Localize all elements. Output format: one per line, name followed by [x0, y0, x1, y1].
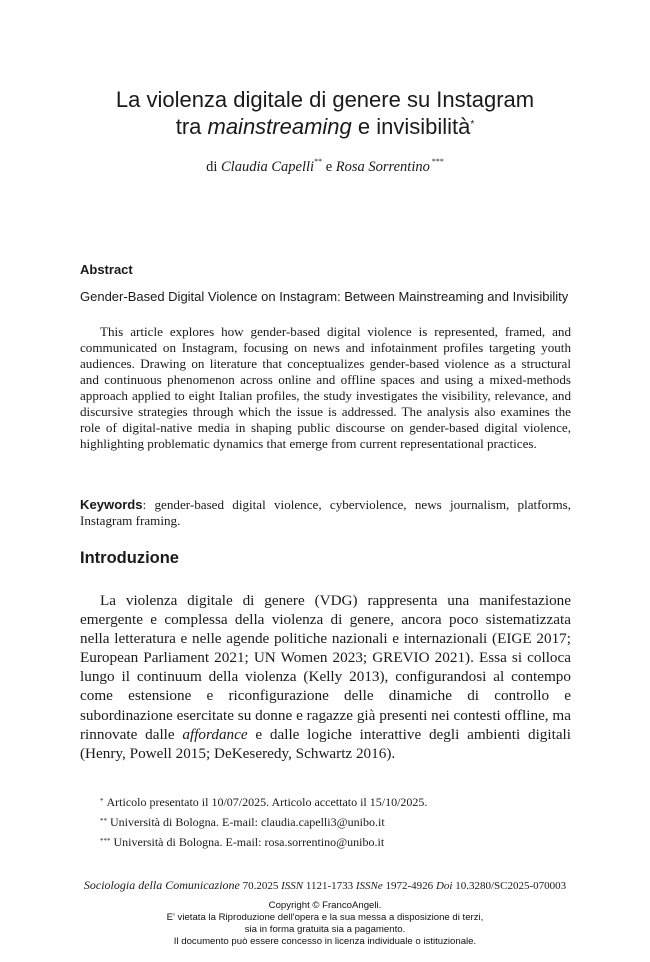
introduction-heading: Introduzione	[80, 549, 179, 567]
footnote-3-text: Università di Bologna. E-mail: rosa.sorrentino@unibo.it	[113, 835, 385, 849]
keywords-separator: :	[142, 497, 155, 512]
footnote-3-mark: ***	[100, 837, 111, 845]
article-title	[0, 86, 650, 140]
copyright-line-3: sia in forma gratuita sia a pagamento.	[244, 924, 406, 935]
authors-line	[0, 159, 650, 176]
keywords-label: Keywords	[80, 497, 143, 512]
footnote-1-mark: *	[100, 797, 104, 805]
issn-label: ISSN	[281, 880, 304, 892]
copyright-line-1: Copyright © FrancoAngeli.	[268, 900, 382, 911]
title-footnote-mark: *	[470, 119, 475, 130]
title-line-2	[0, 113, 650, 140]
author-2-mark: ***	[429, 157, 444, 166]
introduction-text-pre: La violenza digitale di genere (VDG) rappresenta una manifestazione emergente e complessa della violenza di genere, ancora poco sistematizzata nella letteratura e nelle agende politiche nazionali e internazionali (EIGE 2017; European Parliament 2021; UN Women 2023; GREVIO 2021). Essa si colloca lungo il continuum della violenza (Kelly 2013), configurandosi al contempo come estensione e riconfigurazione delle dinamiche di controllo e subordinazione esercitate su donne e ragazze già presenti nei contesti offline, ma rinnovate dalle	[80, 592, 571, 743]
journal-citation-line	[0, 878, 650, 893]
doi-value: 10.3280/SC2025-070003	[452, 880, 567, 892]
footnote-2	[100, 815, 385, 829]
issne-label: ISSNe	[355, 880, 383, 892]
footnote-2-mark: **	[100, 817, 107, 825]
issn-value: 1121-1733	[303, 880, 356, 892]
journal-issue: 70.2025	[239, 880, 282, 892]
abstract-text: This article explores how gender-based digital violence is represented, framed, and communicated on Instagram, focusing on news and infotainment profiles targeting youth audiences. Drawing on literature that conceptualizes gender-based violence as a structural and continuous phenomenon across online and offline spaces and using a mixed-methods approach applied to eight Italian profiles, the study investigates the visibility, relevance, and discursive strategies through which the issue is addressed. The analysis also examines the role of digital-native media in shaping public discourse on gender-based digital violence, highlighting problematic dynamics that emerge from current representational practices.	[80, 324, 571, 451]
introduction-paragraph	[80, 591, 571, 763]
author-1-mark: **	[314, 157, 323, 166]
copyright-notice	[0, 900, 650, 948]
journal-name: Sociologia della Comunicazione	[83, 878, 240, 892]
author-2: Rosa Sorrentino	[335, 159, 430, 175]
copyright-line-2: E' vietata la Riproduzione dell'opera e la sua messa a disposizione di terzi,	[166, 912, 484, 923]
doi-label: Doi	[435, 880, 453, 892]
authors-conjunction: e	[322, 159, 336, 175]
abstract-heading: Abstract	[80, 262, 133, 277]
footnote-1	[100, 795, 427, 809]
title-line-2-pre: tra	[175, 114, 208, 139]
keywords-paragraph	[80, 497, 571, 529]
title-line-1: La violenza digitale di genere su Instagram	[115, 87, 535, 112]
issne-value: 1972-4926	[382, 880, 436, 892]
keywords-text: gender-based digital violence, cyberviolence, news journalism, platforms, Instagram framing.	[80, 497, 571, 528]
introduction-text-post: e dalle logiche interattive degli ambienti digitali (Henry, Powell 2015; DeKeseredy, Schwartz 2016).	[80, 725, 571, 762]
author-1: Claudia Capelli	[221, 159, 315, 175]
title-italic-term: mainstreaming	[207, 114, 352, 139]
authors-prefix: di	[206, 159, 222, 175]
footnote-2-text: Università di Bologna. E-mail: claudia.capelli3@unibo.it	[110, 815, 385, 829]
abstract-english-title: Gender-Based Digital Violence on Instagram: Between Mainstreaming and Invisibility	[80, 289, 569, 304]
footnote-1-text: Articolo presentato il 10/07/2025. Articolo accettato il 15/10/2025.	[106, 795, 428, 809]
introduction-italic-term: affordance	[182, 725, 248, 743]
title-line-2-post: e invisibilità	[351, 114, 471, 139]
footnote-3	[100, 835, 384, 849]
copyright-line-4: Il documento può essere concesso in licenza individuale o istituzionale.	[173, 936, 477, 947]
